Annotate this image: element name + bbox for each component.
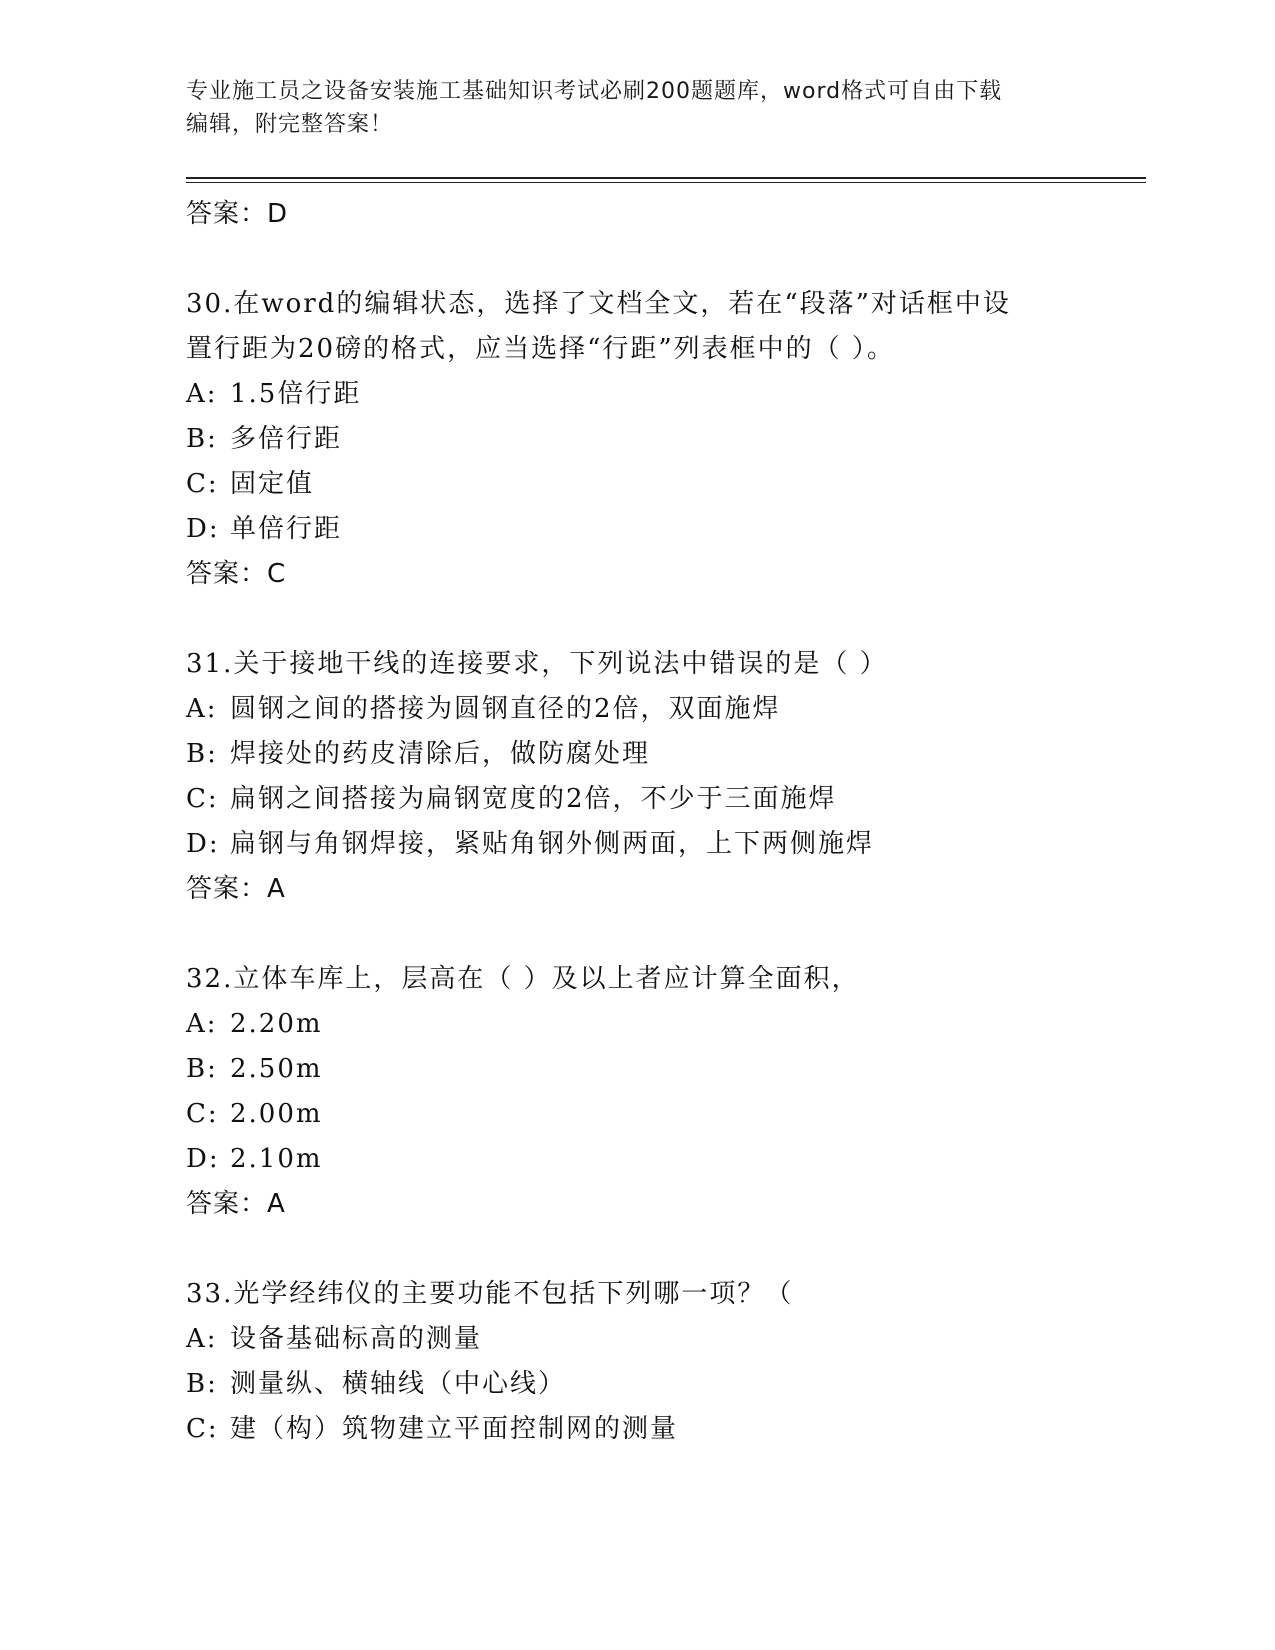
option-text: 2.20m: [230, 1009, 323, 1039]
option-text: 固定值: [230, 469, 315, 499]
answer-line: 答案：D: [186, 199, 289, 229]
option-text: 测量纵、横轴线（中心线）: [230, 1369, 567, 1399]
option-text: 扁钢之间搭接为扁钢宽度的2倍，不少于三面施焊: [230, 784, 837, 814]
option-label: C:: [186, 1099, 219, 1129]
question-list: [186, 192, 1136, 1452]
option-text: 1.5倍行距: [230, 379, 362, 409]
question-stem-line: 32.立体车库上，层高在（ ）及以上者应计算全面积，: [186, 964, 860, 994]
option-d: [186, 1137, 1136, 1182]
option-label: C:: [186, 784, 219, 814]
option-text: 圆钢之间的搭接为圆钢直径的2倍，双面施焊: [230, 694, 781, 724]
option-label: D:: [186, 1144, 220, 1174]
question-31: [186, 642, 1136, 912]
option-c: [186, 462, 1136, 507]
header-divider-thin: [186, 182, 1146, 183]
option-c: [186, 777, 1136, 822]
question-stem-line: 30.在word的编辑状态，选择了文档全文，若在“段落”对话框中设: [186, 289, 1011, 319]
answer-line: 答案：A: [186, 1189, 286, 1219]
option-label: B:: [186, 1054, 218, 1084]
option-text: 焊接处的药皮清除后，做防腐处理: [230, 739, 651, 769]
option-a: [186, 687, 1136, 732]
question-stem: [186, 282, 1136, 372]
question-stem: [186, 642, 1136, 687]
option-b: [186, 1047, 1136, 1092]
question-stem: [186, 1272, 1136, 1317]
option-label: B:: [186, 739, 218, 769]
option-a: [186, 372, 1136, 417]
option-c: [186, 1407, 1136, 1452]
option-label: D:: [186, 829, 220, 859]
question-32: [186, 957, 1136, 1227]
option-a: [186, 1002, 1136, 1047]
option-label: A:: [186, 379, 218, 409]
question-30: [186, 282, 1136, 597]
option-d: [186, 507, 1136, 552]
option-text: 单倍行距: [230, 514, 343, 544]
header-line: 编辑，附完整答案！: [186, 112, 394, 137]
option-text: 2.50m: [230, 1054, 323, 1084]
question-stem-line: 33.光学经纬仪的主要功能不包括下列哪一项？（: [186, 1279, 794, 1309]
option-label: C:: [186, 469, 219, 499]
question-stem-line: 31.关于接地干线的连接要求，下列说法中错误的是（ ）: [186, 649, 888, 679]
option-label: A:: [186, 694, 218, 724]
option-text: 2.00m: [230, 1099, 323, 1129]
answer-line: 答案：C: [186, 559, 287, 589]
answer-line: 答案：A: [186, 874, 286, 904]
document-header: [186, 75, 1066, 141]
option-b: [186, 732, 1136, 777]
option-text: 2.10m: [230, 1144, 323, 1174]
question-33: [186, 1272, 1136, 1452]
question-stem: [186, 957, 1136, 1002]
question-stem-line: 置行距为20磅的格式，应当选择“行距”列表框中的（ ）。: [186, 334, 895, 364]
option-text: 建（构）筑物建立平面控制网的测量: [230, 1414, 679, 1444]
option-b: [186, 417, 1136, 462]
option-c: [186, 1092, 1136, 1137]
option-text: 设备基础标高的测量: [230, 1324, 483, 1354]
option-label: A:: [186, 1009, 218, 1039]
option-text: 多倍行距: [230, 424, 343, 454]
option-b: [186, 1362, 1136, 1407]
option-label: B:: [186, 424, 218, 454]
option-label: B:: [186, 1369, 218, 1399]
option-label: A:: [186, 1324, 218, 1354]
header-line: 专业施工员之设备安装施工基础知识考试必刷200题题库，word格式可自由下载: [186, 79, 1003, 104]
option-text: 扁钢与角钢焊接，紧贴角钢外侧两面，上下两侧施焊: [230, 829, 875, 859]
option-label: D:: [186, 514, 220, 544]
option-a: [186, 1317, 1136, 1362]
option-label: C:: [186, 1414, 219, 1444]
header-divider: [186, 177, 1146, 179]
option-d: [186, 822, 1136, 867]
